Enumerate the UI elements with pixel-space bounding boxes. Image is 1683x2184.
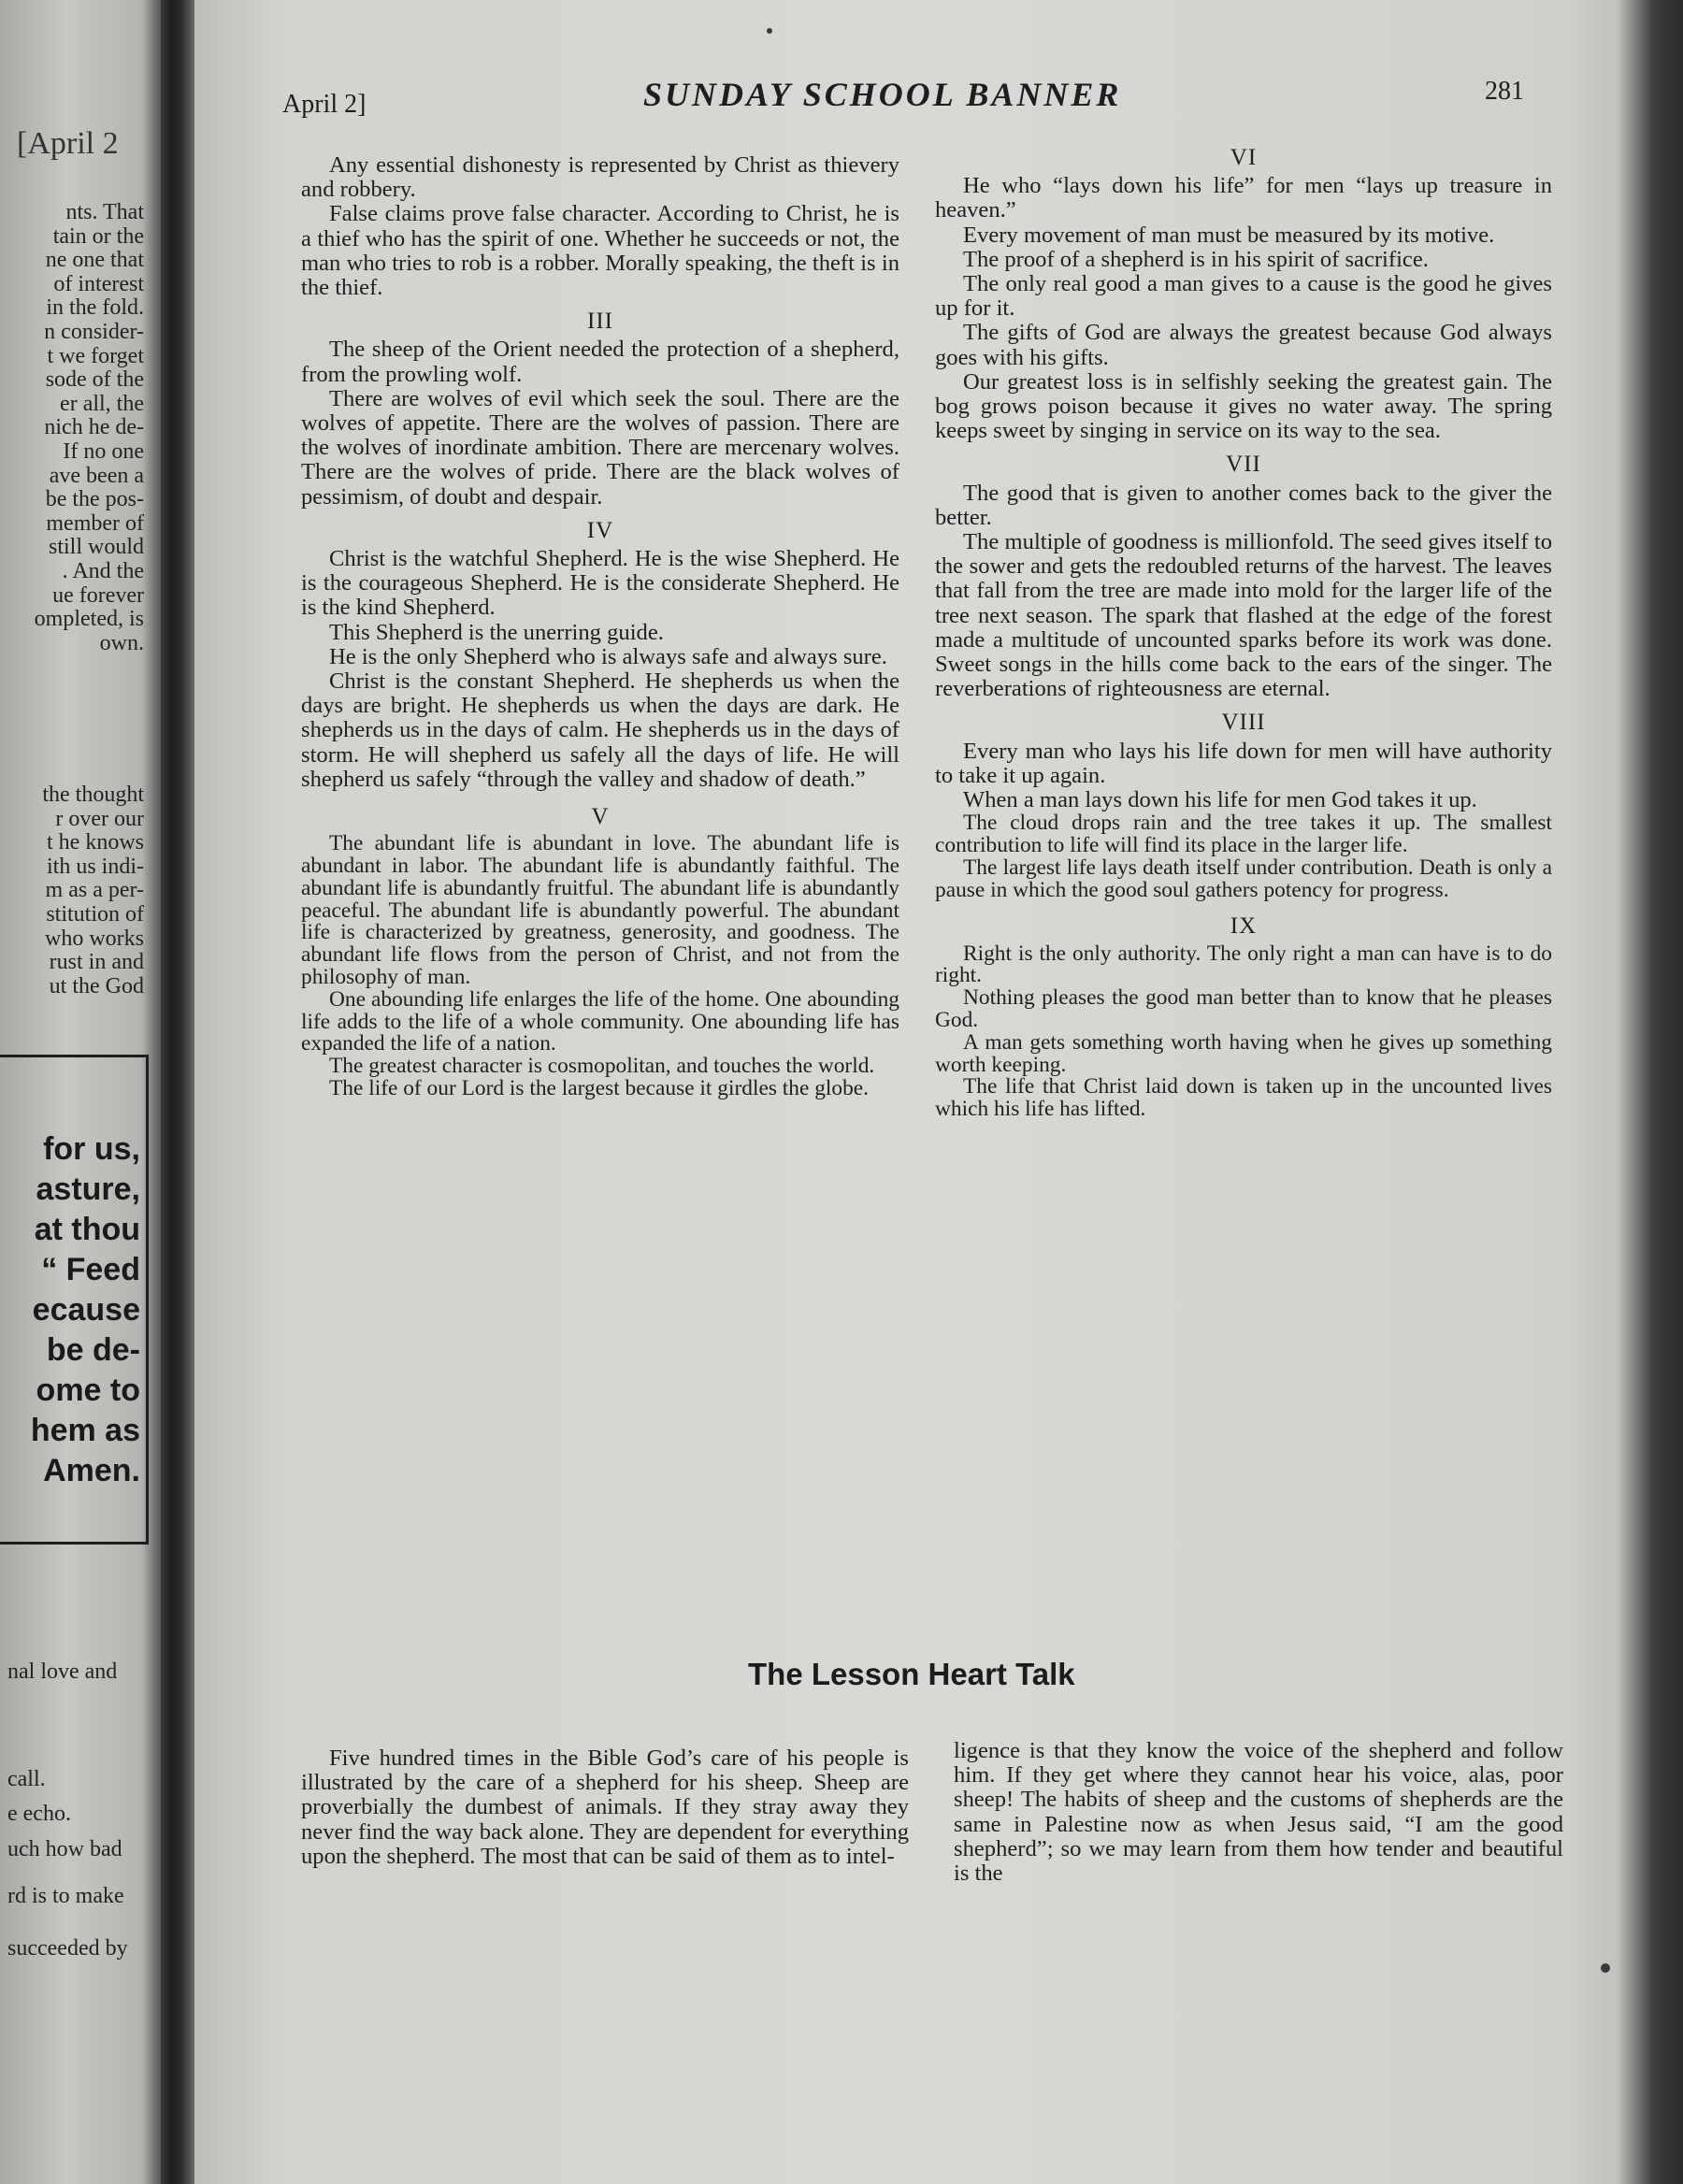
left-page-line: call. — [7, 1767, 46, 1791]
left-page-line: n consider- — [44, 319, 144, 344]
paragraph: One abounding life enlarges the life of the home. One abounding life adds to the life of a whole community. One abounding life has expanded the life of a nation. — [301, 986, 899, 1056]
left-page-box-line: hem as — [30, 1413, 140, 1448]
paragraph: The proof of a shepherd is in his spirit of sacrifice. — [963, 246, 1429, 272]
header-title: SUNDAY SCHOOL BANNER — [643, 76, 1122, 113]
left-page-line: uch how bad — [7, 1837, 122, 1861]
paragraph: Christ is the constant Shepherd. He shepherds us when the days are bright. He shepherds us when the days are dark. He shepherds us in the days of calm. He shepherds us in the days of storm. He will shepherd us safely all the days of life. He will shepherd us safely “through the valley and shadow of death.” — [301, 668, 899, 792]
left-page-line: be the pos- — [45, 487, 144, 512]
left-page-line: ave been a — [49, 463, 144, 488]
book-gutter — [161, 0, 194, 2184]
left-page-line: ompleted, is — [34, 607, 144, 632]
paragraph: The abundant life is abundant in love. The abundant life is abundant in labor. The abundant life is abundantly faithful. The abundant life is abundantly fruitful. The abundant life is abundantly peaceful. The abundant life is abundantly powerful. The abundant life is characterized by greatness, generosity, and goodness. The abundant life flows from the person of Christ, and not from the philosophy of man. — [301, 831, 899, 990]
lesson-title: The Lesson Heart Talk — [748, 1657, 1075, 1691]
paragraph: Any essential dishonesty is represented by Christ as thievery and robbery. — [301, 152, 899, 203]
paragraph: The life that Christ laid down is taken up in the uncounted lives which his life has lifted. — [935, 1074, 1552, 1122]
left-page-header: [April 2 — [17, 126, 119, 161]
left-page-line: rust in and — [49, 950, 144, 975]
left-page-fragment — [0, 0, 166, 2184]
left-page-line: of interest — [53, 271, 144, 296]
left-page-line: ne one that — [45, 248, 144, 273]
paragraph: The largest life lays death itself under contribution. Death is only a pause in which the good soul gathers potency for progress. — [935, 855, 1552, 902]
section-heading-ix: IX — [1230, 913, 1258, 940]
section-heading-vi: VI — [1230, 145, 1258, 170]
left-page-line: er all, the — [60, 391, 144, 416]
left-page-box-line: ecause — [32, 1292, 140, 1328]
left-page-box-line: “ Feed — [41, 1252, 140, 1287]
left-page-box-line: be de- — [46, 1332, 140, 1368]
left-page-line: still would — [48, 535, 144, 560]
lesson-column-right — [954, 1739, 1563, 1886]
paragraph: Our greatest loss is in selfishly seeking the greatest gain. The bog grows poison because it gives no water away. The spring keeps sweet by singing in service on its way to the sea. — [935, 368, 1552, 444]
paragraph: Right is the only authority. The only right a man can have is to do right. — [935, 941, 1552, 988]
left-page-prayer-text — [0, 1129, 140, 1491]
left-page-line: ut the God — [49, 973, 144, 999]
left-page-line: member of — [46, 510, 144, 536]
left-page-line: in the fold. — [46, 295, 144, 321]
page-right-shadow — [1618, 0, 1683, 2184]
ink-speck — [767, 28, 772, 34]
section-heading-vii: VII — [1226, 452, 1261, 478]
left-page-line: If no one — [63, 438, 144, 464]
column-right — [935, 146, 1552, 1121]
header-date: April 2] — [282, 90, 367, 119]
paragraph: The cloud drops rain and the tree takes it up. The smallest contribution to life will find its place in the larger life. — [935, 811, 1552, 858]
section-heading-viii: VIII — [1221, 710, 1266, 736]
ink-speck — [1601, 1963, 1610, 1973]
paragraph: When a man lays down his life for men God takes it up. — [963, 787, 1477, 813]
left-page-line: stitution of — [46, 901, 144, 927]
left-page-box-line: Amen. — [43, 1453, 140, 1488]
paragraph: He who “lays down his life” for men “lays up treasure in heaven.” — [935, 173, 1552, 223]
left-page-line: e echo. — [7, 1802, 71, 1826]
paragraph: Every man who lays his life down for men will have authority to take it up again. — [935, 738, 1552, 788]
paragraph: False claims prove false character. According to Christ, he is a thief who has the spirit of one. Whether he succeeds or not, the man who tries to rob is a robber. Morally speaking, the theft is in the thief. — [301, 201, 899, 301]
left-page-line: ue forever — [52, 582, 144, 608]
paragraph: The life of our Lord is the largest because it girdles the globe. — [329, 1076, 870, 1101]
lesson-column-left — [301, 1746, 909, 1869]
paragraph: Nothing pleases the good man better than to know that he pleases God. — [935, 985, 1552, 1033]
column-left — [301, 153, 899, 1100]
paragraph: He is the only Shepherd who is always safe and always sure. — [329, 643, 887, 669]
paragraph: This Shepherd is the unerring guide. — [329, 619, 664, 645]
left-page-line: rd is to make — [7, 1884, 124, 1908]
paragraph: Christ is the watchful Shepherd. He is the wise Shepherd. He is the courageous Shepherd. He is the considerate Shepherd. He is the kind Shepherd. — [301, 546, 899, 621]
left-page-line: t we forget — [47, 343, 144, 368]
paragraph: The greatest character is cosmopolitan, and touches the world. — [329, 1054, 875, 1079]
left-page-line: nal love and — [7, 1660, 118, 1684]
paragraph: A man gets something worth having when he gives up something worth keeping. — [935, 1029, 1552, 1077]
left-page-line: sode of the — [45, 367, 144, 393]
section-heading-iii: III — [587, 309, 613, 335]
paragraph: The gifts of God are always the greatest because God always goes with his gifts. — [935, 320, 1552, 370]
left-page-line: who works — [45, 926, 144, 951]
left-page-line: t he knows — [47, 830, 144, 855]
section-heading-v: V — [591, 804, 610, 830]
left-page-box-line: asture, — [36, 1171, 140, 1207]
left-page-box-line: ome to — [36, 1372, 140, 1408]
section-heading-iv: IV — [586, 517, 614, 543]
left-page-box-line: for us, — [43, 1131, 140, 1167]
left-page-line: nich he de- — [44, 415, 144, 440]
left-page-box-line: at thou — [34, 1212, 140, 1247]
left-page-line: r over our — [55, 806, 144, 831]
paragraph: ligence is that they know the voice of the shepherd and follow him. If they get where they cannot hear his voice, alas, poor sheep! The habits of sheep and the customs of shepherds are the same in Palestine now as when Jesus said, “I am the good shepherd”; so we may learn from them how tender and beautiful is the — [954, 1738, 1563, 1887]
left-page-line: succeeded by — [7, 1936, 128, 1961]
paragraph: The sheep of the Orient needed the protection of a shepherd, from the prowling wolf. — [301, 337, 899, 387]
page-number: 281 — [1485, 77, 1524, 106]
left-page-text-middle — [4, 783, 144, 999]
paragraph: There are wolves of evil which seek the soul. There are the wolves of appetite. There are the wolves of passion. There are the wolves of inordinate ambition. There are mercenary wolves. There are the wolves of pride. There are the black wolves of pessimism, of doubt and despair. — [301, 385, 899, 510]
paragraph: Every movement of man must be measured by its motive. — [963, 222, 1495, 248]
left-page-line: . And the — [62, 558, 144, 583]
left-page-line: m as a per- — [45, 878, 144, 903]
left-page-line: nts. That — [65, 200, 144, 224]
left-page-line: the thought — [42, 783, 144, 807]
paragraph: Five hundred times in the Bible God’s care of his people is illustrated by the care of a shepherd for his sheep. Sheep are proverbially the dumbest of animals. If they stray away they never find the way back alone. They are dependent for everything upon the shepherd. The most that can be said of them as to intel- — [301, 1746, 909, 1869]
paragraph: The multiple of goodness is millionfold. The seed gives itself to the sower and gets the redoubled returns of the harvest. The leaves that fall from the tree are made into mold for the larger life of the tree next season. The spark that flashed at the edge of the forest made a multitude of uncounted sparks before its work was done. Sweet songs in the hills come back to the ears of the singer. The reverberations of righteousness are eternal. — [935, 529, 1552, 702]
left-page-line: own. — [99, 630, 144, 655]
left-page-line: ith us indi- — [46, 854, 144, 879]
paragraph: The good that is given to another comes back to the giver the better. — [935, 480, 1552, 530]
paragraph: The only real good a man gives to a cause is the good he gives up for it. — [935, 271, 1552, 322]
left-page-text-upper — [4, 201, 144, 655]
left-page-line: tain or the — [52, 223, 144, 249]
